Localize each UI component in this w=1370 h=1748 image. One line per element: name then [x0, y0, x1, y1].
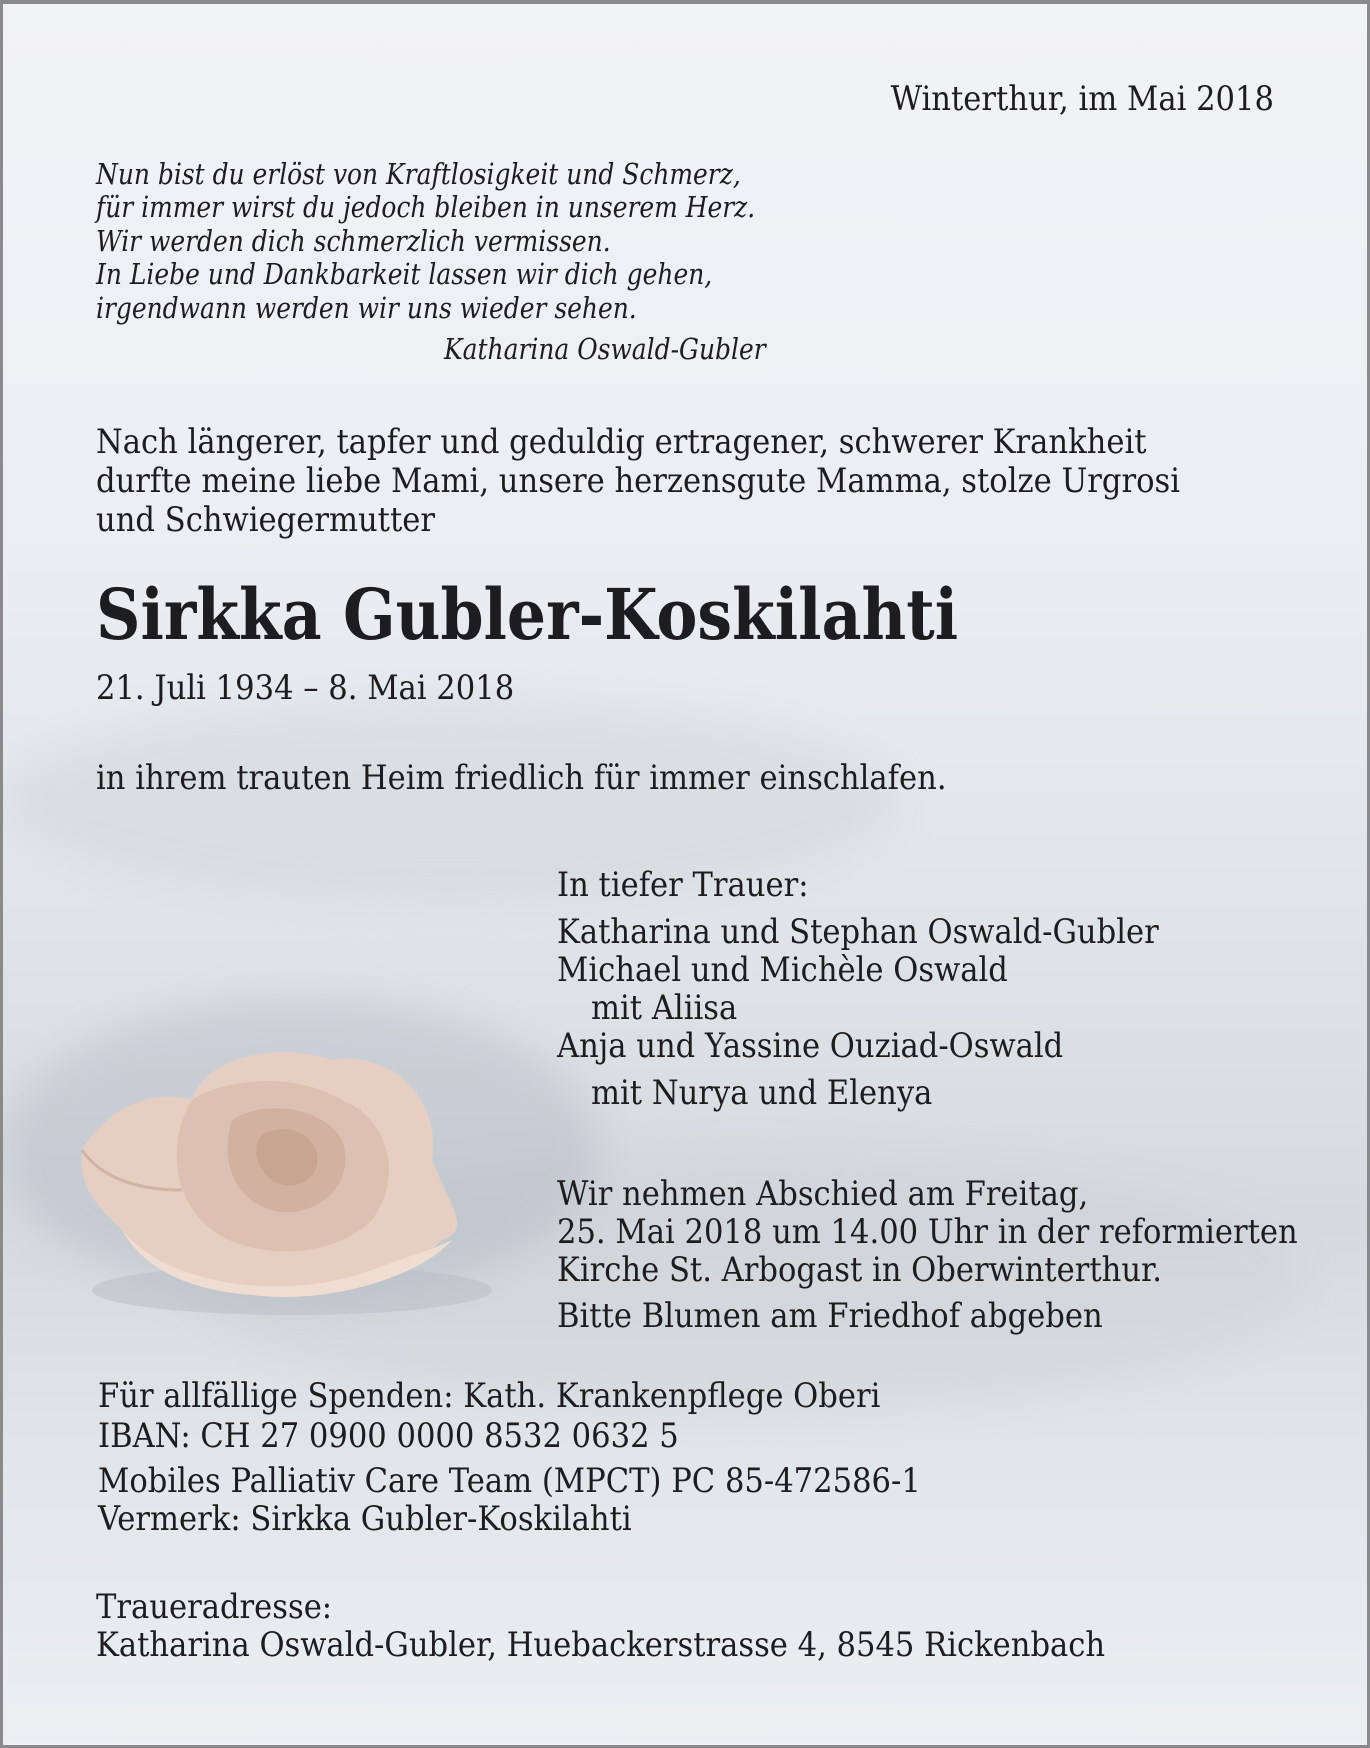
farewell-line: Wir nehmen Abschied am Freitag, — [557, 1174, 1089, 1214]
poem-line: Wir werden dich schmerzlich vermissen. — [96, 224, 611, 258]
place-date: Winterthur, im Mai 2018 — [890, 79, 1274, 119]
farewell-line: Bitte Blumen am Friedhof abgeben — [557, 1296, 1103, 1336]
deceased-name: Sirkka Gubler-Koskilahti — [96, 573, 959, 656]
address-label: Traueradresse: — [96, 1587, 333, 1627]
donation-line: Für allfällige Spenden: Kath. Krankenpflege Oberi — [98, 1376, 881, 1416]
mourner-line: mit Aliisa — [591, 988, 738, 1028]
passing-text: in ihrem trauten Heim friedlich für immer einschlafen. — [96, 758, 947, 798]
farewell-line: 25. Mai 2018 um 14.00 Uhr in der reformierten — [557, 1212, 1298, 1252]
intro-line: und Schwiegermutter — [96, 500, 436, 540]
mourner-line: Anja und Yassine Ouziad-Oswald — [557, 1026, 1064, 1066]
donation-line: Mobiles Palliativ Care Team (MPCT) PC 85-472586-1 — [98, 1461, 921, 1501]
farewell-line: Kirche St. Arbogast in Oberwinterthur. — [557, 1250, 1163, 1290]
address-value: Katharina Oswald-Gubler, Huebackerstrasse 4, 8545 Rickenbach — [96, 1625, 1106, 1665]
poem-author: Katharina Oswald-Gubler — [444, 332, 766, 366]
poem-line: In Liebe und Dankbarkeit lassen wir dich gehen, — [96, 257, 713, 291]
poem-line: Nun bist du erlöst von Kraftlosigkeit und Schmerz, — [96, 157, 741, 191]
donation-line: Vermerk: Sirkka Gubler-Koskilahti — [98, 1499, 632, 1539]
rose-image — [72, 1040, 502, 1320]
mourner-line: mit Nurya und Elenya — [591, 1073, 933, 1113]
donation-line: IBAN: CH 27 0900 0000 8532 0632 5 — [98, 1416, 679, 1456]
mourners-heading: In tiefer Trauer: — [557, 865, 809, 905]
mourner-line: Katharina und Stephan Oswald-Gubler — [557, 912, 1159, 952]
intro-line: Nach längerer, tapfer und geduldig ertragener, schwerer Krankheit — [96, 422, 1147, 462]
poem-line: irgendwann werden wir uns wieder sehen. — [96, 291, 637, 325]
life-dates: 21. Juli 1934 – 8. Mai 2018 — [96, 668, 515, 708]
intro-line: durfte meine liebe Mami, unsere herzensgute Mamma, stolze Urgrosi — [96, 461, 1181, 501]
mourner-line: Michael und Michèle Oswald — [557, 950, 1008, 990]
poem-line: für immer wirst du jedoch bleiben in unserem Herz. — [96, 190, 756, 224]
